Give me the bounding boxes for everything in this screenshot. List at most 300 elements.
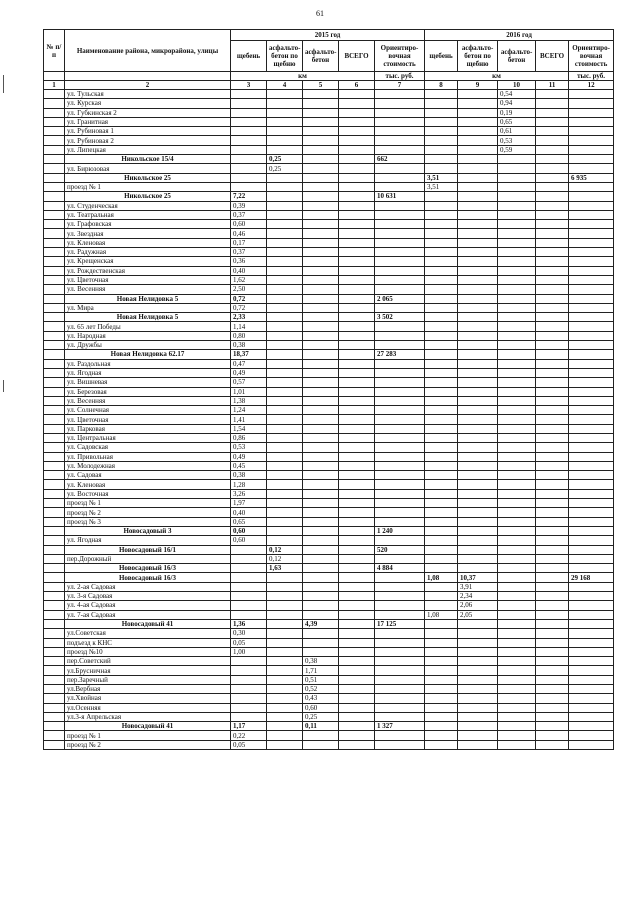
row-number-cell bbox=[44, 480, 65, 489]
value-cell bbox=[498, 619, 536, 628]
street-name: ул. 4-ая Садовая bbox=[65, 601, 231, 610]
value-cell bbox=[569, 554, 614, 563]
value-cell bbox=[458, 508, 498, 517]
value-cell bbox=[498, 406, 536, 415]
value-cell bbox=[425, 238, 458, 247]
value-cell bbox=[303, 396, 339, 405]
column-number: 7 bbox=[375, 81, 425, 90]
value-cell bbox=[303, 220, 339, 229]
value-cell bbox=[458, 619, 498, 628]
value-cell bbox=[458, 387, 498, 396]
value-cell bbox=[569, 471, 614, 480]
row-number-cell bbox=[44, 313, 65, 322]
value-cell bbox=[303, 471, 339, 480]
value-cell bbox=[303, 461, 339, 470]
value-cell bbox=[303, 192, 339, 201]
value-cell bbox=[425, 675, 458, 684]
value-cell: 0,47 bbox=[231, 359, 267, 368]
value-cell bbox=[569, 508, 614, 517]
value-cell: 3 502 bbox=[375, 313, 425, 322]
value-cell bbox=[425, 722, 458, 731]
value-cell bbox=[425, 155, 458, 164]
value-cell bbox=[339, 210, 375, 219]
value-cell bbox=[425, 536, 458, 545]
value-cell bbox=[375, 406, 425, 415]
value-cell bbox=[458, 424, 498, 433]
value-cell bbox=[536, 712, 569, 721]
value-cell bbox=[231, 155, 267, 164]
value-cell: 1 240 bbox=[375, 526, 425, 535]
value-cell bbox=[339, 703, 375, 712]
value-cell bbox=[375, 424, 425, 433]
row-number-cell bbox=[44, 433, 65, 442]
street-name: ул. Театральная bbox=[65, 210, 231, 219]
street-row bbox=[44, 610, 614, 619]
district-row bbox=[44, 526, 614, 535]
value-cell bbox=[339, 536, 375, 545]
value-cell bbox=[425, 192, 458, 201]
value-cell bbox=[267, 424, 303, 433]
value-cell bbox=[569, 731, 614, 740]
value-cell bbox=[536, 433, 569, 442]
value-cell bbox=[458, 127, 498, 136]
value-cell bbox=[267, 592, 303, 601]
page-number: 61 bbox=[316, 9, 324, 18]
value-cell bbox=[303, 564, 339, 573]
value-cell bbox=[339, 471, 375, 480]
value-cell bbox=[231, 703, 267, 712]
value-cell bbox=[375, 201, 425, 210]
value-cell bbox=[425, 248, 458, 257]
value-cell bbox=[375, 433, 425, 442]
value-cell bbox=[569, 350, 614, 359]
row-number-cell bbox=[44, 192, 65, 201]
street-name: ул. Восточная bbox=[65, 489, 231, 498]
row-number-cell bbox=[44, 322, 65, 331]
value-cell: 3,51 bbox=[425, 173, 458, 182]
unit-rub: тыс. руб. bbox=[375, 72, 425, 81]
value-cell bbox=[303, 99, 339, 108]
value-cell bbox=[569, 610, 614, 619]
value-cell bbox=[375, 471, 425, 480]
value-cell bbox=[569, 303, 614, 312]
value-cell bbox=[498, 387, 536, 396]
value-cell bbox=[425, 694, 458, 703]
value-cell bbox=[458, 210, 498, 219]
row-number-cell bbox=[44, 266, 65, 275]
row-number-cell bbox=[44, 210, 65, 219]
value-cell bbox=[339, 508, 375, 517]
district-row bbox=[44, 350, 614, 359]
district-row bbox=[44, 564, 614, 573]
value-cell bbox=[267, 508, 303, 517]
column-number: 5 bbox=[303, 81, 339, 90]
value-cell bbox=[536, 685, 569, 694]
district-row bbox=[44, 155, 614, 164]
row-number-cell bbox=[44, 703, 65, 712]
value-cell bbox=[458, 657, 498, 666]
value-cell bbox=[458, 666, 498, 675]
unit-rub: тыс. руб. bbox=[569, 72, 614, 81]
value-cell: 0,25 bbox=[303, 712, 339, 721]
value-cell bbox=[498, 210, 536, 219]
value-cell bbox=[267, 731, 303, 740]
value-cell bbox=[375, 331, 425, 340]
value-cell bbox=[267, 657, 303, 666]
value-cell: 0,60 bbox=[303, 703, 339, 712]
district-row bbox=[44, 573, 614, 582]
value-cell bbox=[536, 694, 569, 703]
value-cell bbox=[569, 257, 614, 266]
value-cell bbox=[267, 396, 303, 405]
value-cell: 2,33 bbox=[231, 313, 267, 322]
value-cell bbox=[536, 499, 569, 508]
value-cell bbox=[375, 182, 425, 191]
value-cell bbox=[536, 415, 569, 424]
value-cell bbox=[339, 573, 375, 582]
value-cell: 520 bbox=[375, 545, 425, 554]
value-cell bbox=[425, 266, 458, 275]
value-cell bbox=[569, 703, 614, 712]
value-cell bbox=[303, 117, 339, 126]
district-name: Новосадовый 3 bbox=[65, 526, 231, 535]
value-cell bbox=[375, 461, 425, 470]
value-cell bbox=[569, 564, 614, 573]
value-cell bbox=[536, 387, 569, 396]
value-cell bbox=[536, 480, 569, 489]
binding-mark bbox=[3, 75, 4, 93]
value-cell bbox=[267, 136, 303, 145]
value-cell: 0,22 bbox=[231, 731, 267, 740]
value-cell bbox=[569, 108, 614, 117]
value-cell bbox=[425, 257, 458, 266]
value-cell bbox=[339, 499, 375, 508]
value-cell bbox=[339, 638, 375, 647]
row-number-cell bbox=[44, 647, 65, 656]
value-cell bbox=[458, 108, 498, 117]
value-cell: 1,36 bbox=[231, 619, 267, 628]
street-row bbox=[44, 322, 614, 331]
value-cell: 0,05 bbox=[231, 740, 267, 749]
row-number-cell bbox=[44, 526, 65, 535]
value-cell bbox=[375, 248, 425, 257]
street-name: ул. Весенняя bbox=[65, 396, 231, 405]
value-cell bbox=[375, 322, 425, 331]
street-row bbox=[44, 424, 614, 433]
value-cell bbox=[536, 173, 569, 182]
value-cell bbox=[231, 99, 267, 108]
street-row bbox=[44, 415, 614, 424]
district-name: Новая Нелидовка 5 bbox=[65, 294, 231, 303]
street-row bbox=[44, 201, 614, 210]
value-cell: 0,37 bbox=[231, 210, 267, 219]
value-cell bbox=[231, 573, 267, 582]
row-number-cell bbox=[44, 545, 65, 554]
value-cell bbox=[339, 90, 375, 99]
value-cell bbox=[303, 499, 339, 508]
row-number-cell bbox=[44, 443, 65, 452]
street-name: ул. Рождественская bbox=[65, 266, 231, 275]
column-number: 8 bbox=[425, 81, 458, 90]
value-cell bbox=[569, 322, 614, 331]
row-number-cell bbox=[44, 220, 65, 229]
value-cell bbox=[458, 182, 498, 191]
value-cell bbox=[339, 182, 375, 191]
value-cell bbox=[339, 220, 375, 229]
value-cell bbox=[339, 647, 375, 656]
value-cell bbox=[498, 554, 536, 563]
value-cell bbox=[267, 313, 303, 322]
value-cell bbox=[569, 387, 614, 396]
value-cell: 0,38 bbox=[303, 657, 339, 666]
value-cell: 0,36 bbox=[231, 257, 267, 266]
value-cell bbox=[231, 592, 267, 601]
sub-header: асфальто-бетон bbox=[303, 41, 339, 72]
value-cell bbox=[375, 117, 425, 126]
row-number-cell bbox=[44, 127, 65, 136]
value-cell bbox=[339, 322, 375, 331]
value-cell bbox=[569, 341, 614, 350]
value-cell bbox=[569, 266, 614, 275]
value-cell bbox=[569, 210, 614, 219]
value-cell: 2,50 bbox=[231, 285, 267, 294]
value-cell bbox=[536, 638, 569, 647]
street-name: ул. Кленовая bbox=[65, 480, 231, 489]
value-cell bbox=[536, 471, 569, 480]
value-cell: 6 935 bbox=[569, 173, 614, 182]
value-cell bbox=[536, 155, 569, 164]
year-2016-header: 2016 год bbox=[425, 30, 614, 41]
value-cell bbox=[498, 303, 536, 312]
value-cell bbox=[339, 517, 375, 526]
value-cell bbox=[498, 350, 536, 359]
row-number-cell bbox=[44, 257, 65, 266]
street-name: ул. Привольная bbox=[65, 452, 231, 461]
value-cell bbox=[339, 108, 375, 117]
value-cell bbox=[267, 294, 303, 303]
value-cell bbox=[375, 387, 425, 396]
value-cell bbox=[569, 294, 614, 303]
value-cell bbox=[458, 526, 498, 535]
road-repair-table bbox=[43, 29, 614, 750]
street-row bbox=[44, 582, 614, 591]
row-number-cell bbox=[44, 136, 65, 145]
value-cell bbox=[569, 396, 614, 405]
value-cell bbox=[267, 99, 303, 108]
value-cell bbox=[536, 108, 569, 117]
unit-km: км bbox=[425, 72, 569, 81]
street-row bbox=[44, 90, 614, 99]
value-cell bbox=[458, 433, 498, 442]
row-number-cell bbox=[44, 415, 65, 424]
value-cell: 1,08 bbox=[425, 610, 458, 619]
value-cell bbox=[498, 331, 536, 340]
value-cell bbox=[498, 155, 536, 164]
value-cell bbox=[458, 694, 498, 703]
value-cell bbox=[458, 220, 498, 229]
value-cell bbox=[375, 238, 425, 247]
sub-header: ВСЕГО bbox=[536, 41, 569, 72]
value-cell bbox=[339, 275, 375, 284]
row-number-cell bbox=[44, 740, 65, 749]
value-cell bbox=[569, 722, 614, 731]
value-cell bbox=[498, 489, 536, 498]
value-cell: 2,34 bbox=[458, 592, 498, 601]
value-cell bbox=[536, 489, 569, 498]
value-cell bbox=[569, 220, 614, 229]
value-cell bbox=[425, 378, 458, 387]
street-row bbox=[44, 508, 614, 517]
value-cell bbox=[303, 433, 339, 442]
row-number-cell bbox=[44, 461, 65, 470]
street-row bbox=[44, 136, 614, 145]
value-cell bbox=[375, 573, 425, 582]
value-cell bbox=[339, 712, 375, 721]
value-cell bbox=[498, 592, 536, 601]
value-cell bbox=[425, 99, 458, 108]
value-cell bbox=[498, 341, 536, 350]
value-cell: 0,38 bbox=[231, 471, 267, 480]
value-cell bbox=[231, 182, 267, 191]
value-cell: 1 327 bbox=[375, 722, 425, 731]
value-cell bbox=[536, 350, 569, 359]
value-cell bbox=[339, 201, 375, 210]
value-cell bbox=[425, 108, 458, 117]
value-cell: 4 884 bbox=[375, 564, 425, 573]
street-row bbox=[44, 368, 614, 377]
value-cell bbox=[498, 694, 536, 703]
value-cell bbox=[339, 740, 375, 749]
district-name: Никольское 15/4 bbox=[65, 155, 231, 164]
street-row bbox=[44, 220, 614, 229]
value-cell bbox=[425, 731, 458, 740]
street-row bbox=[44, 554, 614, 563]
value-cell bbox=[536, 666, 569, 675]
value-cell bbox=[267, 517, 303, 526]
row-number-cell bbox=[44, 173, 65, 182]
value-cell: 1,71 bbox=[303, 666, 339, 675]
row-number-cell bbox=[44, 164, 65, 173]
value-cell bbox=[569, 712, 614, 721]
value-cell bbox=[458, 294, 498, 303]
value-cell bbox=[231, 108, 267, 117]
value-cell: 0,94 bbox=[498, 99, 536, 108]
value-cell bbox=[498, 248, 536, 257]
value-cell: 2 065 bbox=[375, 294, 425, 303]
row-number-cell bbox=[44, 99, 65, 108]
value-cell bbox=[536, 182, 569, 191]
value-cell bbox=[375, 536, 425, 545]
street-row bbox=[44, 303, 614, 312]
value-cell bbox=[339, 685, 375, 694]
value-cell bbox=[458, 564, 498, 573]
value-cell bbox=[536, 629, 569, 638]
year-2015-header: 2015 год bbox=[231, 30, 425, 41]
value-cell bbox=[536, 406, 569, 415]
row-number-cell bbox=[44, 629, 65, 638]
value-cell bbox=[303, 610, 339, 619]
value-cell bbox=[303, 359, 339, 368]
district-row bbox=[44, 192, 614, 201]
district-name: Никольское 25 bbox=[65, 192, 231, 201]
value-cell bbox=[536, 294, 569, 303]
value-cell bbox=[425, 499, 458, 508]
value-cell bbox=[303, 257, 339, 266]
value-cell bbox=[375, 303, 425, 312]
value-cell bbox=[339, 248, 375, 257]
value-cell bbox=[339, 657, 375, 666]
value-cell bbox=[375, 452, 425, 461]
value-cell bbox=[458, 647, 498, 656]
value-cell: 0,54 bbox=[498, 90, 536, 99]
value-cell bbox=[375, 443, 425, 452]
value-cell bbox=[375, 164, 425, 173]
value-cell bbox=[425, 322, 458, 331]
value-cell: 3,26 bbox=[231, 489, 267, 498]
value-cell bbox=[267, 201, 303, 210]
value-cell bbox=[303, 573, 339, 582]
value-cell: 1,24 bbox=[231, 406, 267, 415]
value-cell bbox=[375, 712, 425, 721]
value-cell: 0,65 bbox=[498, 117, 536, 126]
value-cell bbox=[425, 415, 458, 424]
value-cell bbox=[498, 294, 536, 303]
value-cell bbox=[536, 731, 569, 740]
street-row bbox=[44, 499, 614, 508]
value-cell bbox=[267, 489, 303, 498]
value-cell bbox=[569, 164, 614, 173]
column-number: 9 bbox=[458, 81, 498, 90]
sub-header: щебень bbox=[425, 41, 458, 72]
value-cell bbox=[536, 526, 569, 535]
value-cell bbox=[267, 536, 303, 545]
value-cell bbox=[569, 201, 614, 210]
value-cell bbox=[231, 545, 267, 554]
value-cell bbox=[498, 461, 536, 470]
value-cell bbox=[536, 517, 569, 526]
street-name: ул. Центральная bbox=[65, 433, 231, 442]
value-cell bbox=[458, 145, 498, 154]
value-cell bbox=[536, 582, 569, 591]
street-row bbox=[44, 443, 614, 452]
value-cell bbox=[536, 461, 569, 470]
value-cell bbox=[267, 610, 303, 619]
value-cell bbox=[339, 452, 375, 461]
value-cell bbox=[425, 387, 458, 396]
row-number-cell bbox=[44, 582, 65, 591]
value-cell bbox=[339, 443, 375, 452]
street-row bbox=[44, 248, 614, 257]
value-cell bbox=[498, 229, 536, 238]
value-cell bbox=[267, 210, 303, 219]
value-cell bbox=[536, 554, 569, 563]
value-cell bbox=[569, 182, 614, 191]
value-cell bbox=[339, 229, 375, 238]
row-number-cell bbox=[44, 601, 65, 610]
street-row bbox=[44, 331, 614, 340]
value-cell: 27 283 bbox=[375, 350, 425, 359]
value-cell bbox=[498, 368, 536, 377]
value-cell bbox=[267, 461, 303, 470]
value-cell bbox=[458, 350, 498, 359]
value-cell: 0,57 bbox=[231, 378, 267, 387]
value-cell bbox=[425, 406, 458, 415]
value-cell bbox=[498, 322, 536, 331]
value-cell bbox=[267, 480, 303, 489]
value-cell bbox=[498, 536, 536, 545]
value-cell bbox=[231, 675, 267, 684]
value-cell bbox=[231, 694, 267, 703]
